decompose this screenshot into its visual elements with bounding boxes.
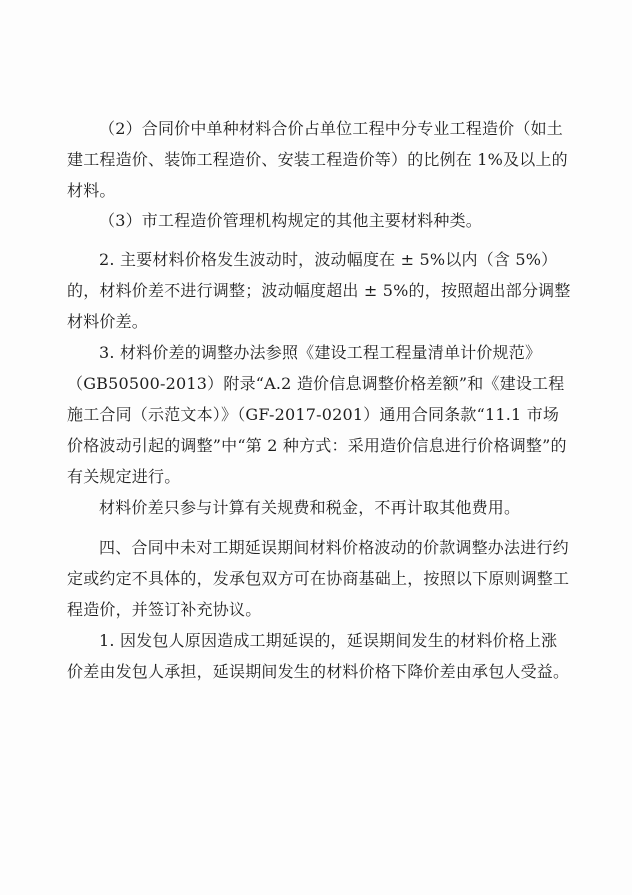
paragraph-adjustment-method: 3. 材料价差的调整办法参照《建设工程工程量清单计价规范》（GB50500-2013）附录“A.2 造价信息调整价格差额”和《建设工程施工合同（示范文本）》（GF-2017-0201）通用合同条款“11.1 市场价格波动引起的调整”中“第 2 种方式：采用造价信息进行价格调整”的有关规定进行。 xyxy=(67,343,567,486)
paragraph-other-material-types: （3）市工程造价管理机构规定的其他主要材料种类。 xyxy=(99,211,482,230)
paragraph-material-cost-ratio: （2）合同价中单种材料合价占单位工程中分专业工程造价（如土建工程造价、装饰工程造价、安装工程造价等）的比例在 1%及以上的材料。 xyxy=(67,119,568,200)
paragraph-fees-and-taxes: 材料价差只参与计算有关规费和税金，不再计取其他费用。 xyxy=(99,498,521,517)
section-four-paragraph: 四、合同中未对工期延误期间材料价格波动的价款调整办法进行约定或约定不具体的，发承包双方可在协商基础上，按照以下原则调整工程造价，并签订补充协议。 xyxy=(67,538,570,619)
paragraph-employer-delay: 1. 因发包人原因造成工期延误的，延误期间发生的材料价格上涨价差由发包人承担，延误期间发生的材料价格下降价差由承包人受益。 xyxy=(67,631,570,681)
paragraph-price-fluctuation-range: 2. 主要材料价格发生波动时，波动幅度在 ± 5%以内（含 5%）的，材料价差不进行调整；波动幅度超出 ± 5%的，按照超出部分调整材料价差。 xyxy=(67,250,571,331)
